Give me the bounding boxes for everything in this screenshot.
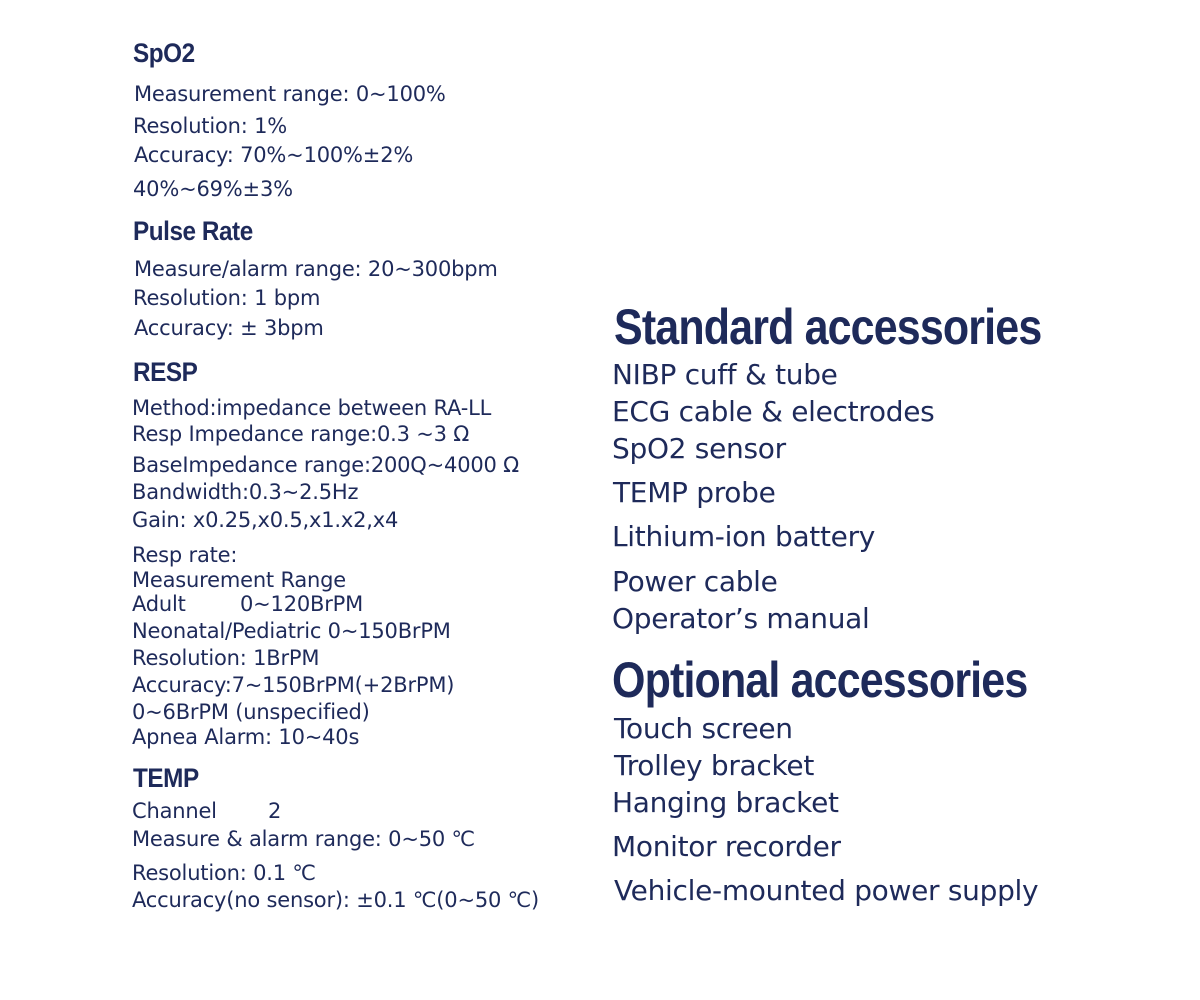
temp-channel-value: 2 xyxy=(268,799,282,823)
resp-line: Neonatal/Pediatric 0~150BrPM xyxy=(132,619,451,643)
spo2-line: Accuracy: 70%~100%±2% xyxy=(134,143,414,167)
resp-adult-value: 0~120BrPM xyxy=(240,592,364,616)
resp-line: BaseImpedance range:200Q~4000 Ω xyxy=(132,453,519,477)
standard-accessory-item: TEMP probe xyxy=(613,476,776,509)
spo2-line: Resolution: 1% xyxy=(133,114,287,138)
resp-line: Method:impedance between RA-LL xyxy=(132,396,492,420)
spo2-line: 40%~69%±3% xyxy=(133,177,293,201)
temp-line: Measure & alarm range: 0~50 ℃ xyxy=(132,827,475,851)
resp-line: 0~6BrPM (unspecified) xyxy=(132,700,370,724)
spo2-line: Measurement range: 0~100% xyxy=(134,82,446,106)
temp-channel-label: Channel xyxy=(132,799,217,823)
pulse-rate-line: Accuracy: ± 3bpm xyxy=(134,316,324,340)
temp-line: Resolution: 0.1 ℃ xyxy=(132,861,316,885)
temp-heading: TEMP xyxy=(133,763,199,793)
optional-accessories-heading: Optional accessories xyxy=(612,652,1028,708)
resp-line: Resp rate: xyxy=(132,543,238,567)
optional-accessory-item: Vehicle-mounted power supply xyxy=(614,874,1039,907)
resp-line: Apnea Alarm: 10~40s xyxy=(132,725,360,749)
standard-accessory-item: NIBP cuff & tube xyxy=(612,358,838,391)
standard-accessory-item: SpO2 sensor xyxy=(612,432,786,465)
resp-line: Bandwidth:0.3~2.5Hz xyxy=(132,480,359,504)
standard-accessories-heading: Standard accessories xyxy=(614,299,1042,355)
spo2-heading: SpO2 xyxy=(133,38,195,68)
temp-line: Accuracy(no sensor): ±0.1 ℃(0~50 ℃) xyxy=(132,888,540,912)
resp-line: Measurement Range xyxy=(132,568,347,592)
standard-accessory-item: Operator’s manual xyxy=(612,602,870,635)
optional-accessory-item: Touch screen xyxy=(614,712,793,745)
pulse-rate-heading: Pulse Rate xyxy=(133,216,253,246)
optional-accessory-item: Monitor recorder xyxy=(612,830,841,863)
pulse-rate-line: Resolution: 1 bpm xyxy=(133,286,321,310)
resp-line: Accuracy:7~150BrPM(+2BrPM) xyxy=(132,673,455,697)
optional-accessory-item: Trolley bracket xyxy=(614,749,815,782)
resp-line: Resp Impedance range:0.3 ~3 Ω xyxy=(132,422,470,446)
standard-accessory-item: Lithium-ion battery xyxy=(612,520,876,553)
pulse-rate-line: Measure/alarm range: 20~300bpm xyxy=(134,257,498,281)
optional-accessory-item: Hanging bracket xyxy=(612,786,839,819)
resp-heading: RESP xyxy=(133,357,198,387)
standard-accessory-item: ECG cable & electrodes xyxy=(612,395,935,428)
resp-line: Gain: x0.25,x0.5,x1.x2,x4 xyxy=(132,508,399,532)
resp-line: Resolution: 1BrPM xyxy=(132,646,320,670)
standard-accessory-item: Power cable xyxy=(612,565,778,598)
resp-adult-label: Adult xyxy=(132,592,186,616)
